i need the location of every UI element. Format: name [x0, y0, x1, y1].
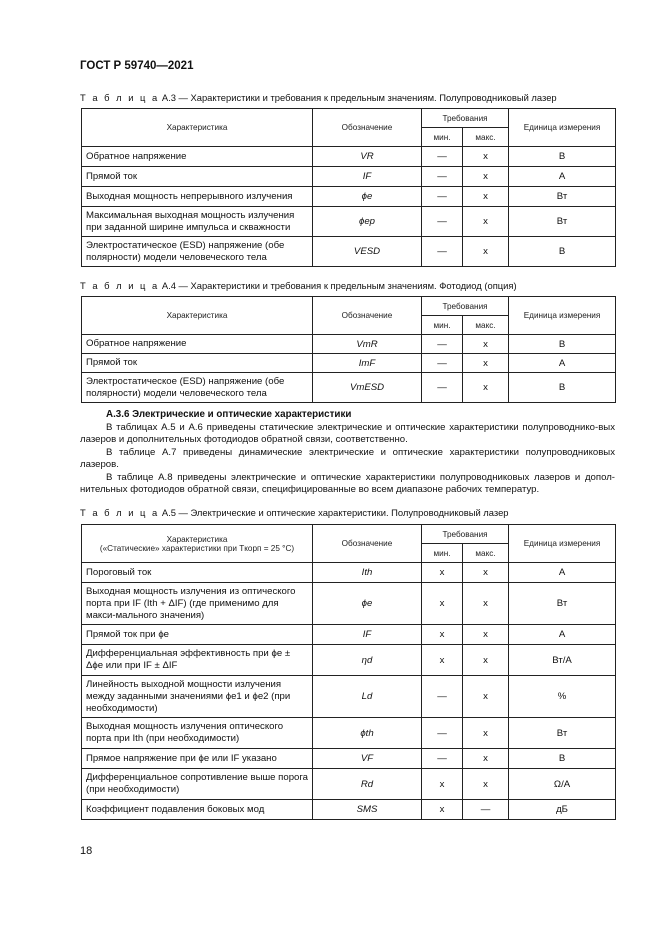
table-row [82, 749, 616, 769]
table-a5-col-symbol: Обозначение [313, 525, 422, 563]
row-name: Коэффициент подавления боковых мод [82, 800, 313, 820]
row-symbol: VmR [313, 335, 422, 354]
table-a3-col-unit: Единица измерения [509, 109, 616, 147]
paragraph-3 [80, 472, 615, 496]
table-a5-caption-text: А.5 — Электрические и оптические характеристики. Полупроводниковый лазер [159, 507, 509, 518]
row-unit: А [509, 354, 616, 373]
table-a5-col-min: мин. [422, 544, 463, 563]
row-unit: Вт [509, 718, 616, 749]
table-row [82, 800, 616, 820]
row-name: Выходная мощность излучения оптического порта при Ith (при необходимости) [82, 718, 313, 749]
table-row [82, 354, 616, 373]
table-row [82, 373, 616, 403]
row-max: x [463, 187, 509, 207]
table-a5-col-characteristic-sub: («Статические» характеристики при Tкорп = 25 °С) [99, 543, 295, 553]
row-max: x [463, 237, 509, 267]
row-max: x [463, 354, 509, 373]
table-a4-caption [80, 280, 517, 291]
table-a3-col-requirements: Требования [422, 109, 509, 128]
row-unit: Вт [509, 187, 616, 207]
row-max: x [463, 749, 509, 769]
row-max: x [463, 207, 509, 237]
table-a5-caption [80, 507, 509, 518]
row-max: x [463, 563, 509, 583]
page-number: 18 [80, 845, 93, 857]
row-name: Линейность выходной мощности излучения между заданными значениями ϕe1 и ϕe2 (при необходимости) [82, 676, 313, 718]
table-a3-col-symbol: Обозначение [313, 109, 422, 147]
row-symbol: VF [313, 749, 422, 769]
table-a4-col-symbol: Обозначение [313, 297, 422, 335]
row-symbol: IF [313, 625, 422, 645]
paragraph-2-text: В таблице А.7 приведены динамические электрические и оптические характеристики полупроводниковых лазеров. [80, 447, 615, 471]
table-a5-col-characteristic-title: Характеристика [166, 534, 228, 544]
table-a5 [81, 524, 616, 820]
table-row [82, 625, 616, 645]
row-unit: В [509, 373, 616, 403]
row-name: Прямой ток при ϕe [82, 625, 313, 645]
row-unit: % [509, 676, 616, 718]
row-symbol: Ith [313, 563, 422, 583]
row-min: — [422, 354, 463, 373]
row-name: Прямой ток [82, 354, 313, 373]
row-min: x [422, 625, 463, 645]
table-a5-col-characteristic [82, 525, 313, 563]
table-row [82, 147, 616, 167]
row-name: Обратное напряжение [82, 147, 313, 167]
row-unit: В [509, 147, 616, 167]
table-a3-col-characteristic: Характеристика [82, 109, 313, 147]
row-min: x [422, 800, 463, 820]
row-name: Пороговый ток [82, 563, 313, 583]
table-a5-col-requirements: Требования [422, 525, 509, 544]
row-min: — [422, 749, 463, 769]
table-a4-caption-text: А.4 — Характеристики и требования к предельным значениям. Фотодиод (опция) [159, 280, 517, 291]
paragraph-1-text: В таблицах А.5 и А.6 приведены статические электрические и оптические характеристики полупроводнико-вых лазеров и дополнительных фотодиодов обратной связи, соответственно. [80, 422, 615, 446]
row-unit: А [509, 563, 616, 583]
table-row [82, 335, 616, 354]
row-min: x [422, 563, 463, 583]
row-symbol: IF [313, 167, 422, 187]
table-row [82, 237, 616, 267]
row-unit: А [509, 167, 616, 187]
row-unit: Ω/А [509, 769, 616, 800]
row-name: Обратное напряжение [82, 335, 313, 354]
row-unit: Вт/А [509, 645, 616, 676]
row-symbol: VmESD [313, 373, 422, 403]
row-max: x [463, 718, 509, 749]
row-symbol: ϕe [313, 583, 422, 625]
table-row [82, 769, 616, 800]
row-name: Выходная мощность непрерывного излучения [82, 187, 313, 207]
document-header: ГОСТ Р 59740—2021 [80, 60, 194, 72]
row-max: x [463, 645, 509, 676]
table-a5-col-max: макс. [463, 544, 509, 563]
section-title: А.3.6 Электрические и оптические характеристики [106, 409, 352, 420]
row-symbol: ηd [313, 645, 422, 676]
row-min: — [422, 237, 463, 267]
paragraph-3-text: В таблице А.8 приведены электрические и оптические характеристики полупроводниковых лазеров и допол-нительных фотодиодов обратной связи, специфицированные во всем диапазоне рабочих температур. [80, 472, 615, 496]
row-min: — [422, 147, 463, 167]
table-a4-caption-prefix: Т а б л и ц а [80, 280, 160, 291]
row-name: Выходная мощность излучения из оптического порта при IF (Ith + ΔIF) (где применимо для макси-мального значения) [82, 583, 313, 625]
table-a3-col-max: макс. [463, 128, 509, 147]
table-row [82, 645, 616, 676]
table-row [82, 167, 616, 187]
row-max: x [463, 625, 509, 645]
row-symbol: ϕe [313, 187, 422, 207]
table-a5-caption-prefix: Т а б л и ц а [80, 507, 160, 518]
row-min: x [422, 769, 463, 800]
row-unit: Вт [509, 583, 616, 625]
table-a3-caption-text: А.3 — Характеристики и требования к предельным значениям. Полупроводниковый лазер [159, 92, 557, 103]
row-name: Электростатическое (ESD) напряжение (обе полярности) модели человеческого тела [82, 237, 313, 267]
row-min: — [422, 335, 463, 354]
row-unit: В [509, 237, 616, 267]
table-a3-caption [80, 92, 557, 103]
row-max: x [463, 769, 509, 800]
row-name: Максимальная выходная мощность излучения при заданной ширине импульса и скважности [82, 207, 313, 237]
row-symbol: Rd [313, 769, 422, 800]
row-min: — [422, 373, 463, 403]
row-max: x [463, 147, 509, 167]
table-a4 [81, 296, 616, 403]
table-a3 [81, 108, 616, 267]
row-max: x [463, 335, 509, 354]
paragraph-1 [80, 422, 615, 446]
row-max: x [463, 676, 509, 718]
row-unit: Вт [509, 207, 616, 237]
row-symbol: VESD [313, 237, 422, 267]
row-min: — [422, 676, 463, 718]
table-row [82, 563, 616, 583]
row-unit: В [509, 335, 616, 354]
row-min: — [422, 187, 463, 207]
table-a5-col-unit: Единица измерения [509, 525, 616, 563]
row-max: x [463, 583, 509, 625]
row-max: — [463, 800, 509, 820]
row-min: — [422, 718, 463, 749]
row-name: Прямой ток [82, 167, 313, 187]
table-a3-caption-prefix: Т а б л и ц а [80, 92, 160, 103]
row-min: x [422, 583, 463, 625]
row-name: Электростатическое (ESD) напряжение (обе полярности) модели человеческого тела [82, 373, 313, 403]
row-symbol: ImF [313, 354, 422, 373]
row-min: — [422, 207, 463, 237]
row-unit: В [509, 749, 616, 769]
table-a4-col-characteristic: Характеристика [82, 297, 313, 335]
table-a4-col-requirements: Требования [422, 297, 509, 316]
table-row [82, 583, 616, 625]
table-a4-col-unit: Единица измерения [509, 297, 616, 335]
table-row [82, 718, 616, 749]
row-name: Дифференциальная эффективность при ϕe ± Δϕe или при IF ± ΔIF [82, 645, 313, 676]
table-a4-col-min: мин. [422, 316, 463, 335]
table-a4-col-max: макс. [463, 316, 509, 335]
table-row [82, 676, 616, 718]
row-unit: дБ [509, 800, 616, 820]
row-name: Прямое напряжение при ϕe или IF указано [82, 749, 313, 769]
row-symbol: ϕth [313, 718, 422, 749]
row-symbol: ϕep [313, 207, 422, 237]
row-min: x [422, 645, 463, 676]
table-row [82, 187, 616, 207]
row-max: x [463, 167, 509, 187]
row-symbol: Ld [313, 676, 422, 718]
row-min: — [422, 167, 463, 187]
row-unit: А [509, 625, 616, 645]
row-symbol: SMS [313, 800, 422, 820]
row-name: Дифференциальное сопротивление выше порога (при необходимости) [82, 769, 313, 800]
table-row [82, 207, 616, 237]
row-max: x [463, 373, 509, 403]
row-symbol: VR [313, 147, 422, 167]
table-a3-col-min: мин. [422, 128, 463, 147]
paragraph-2 [80, 447, 615, 471]
